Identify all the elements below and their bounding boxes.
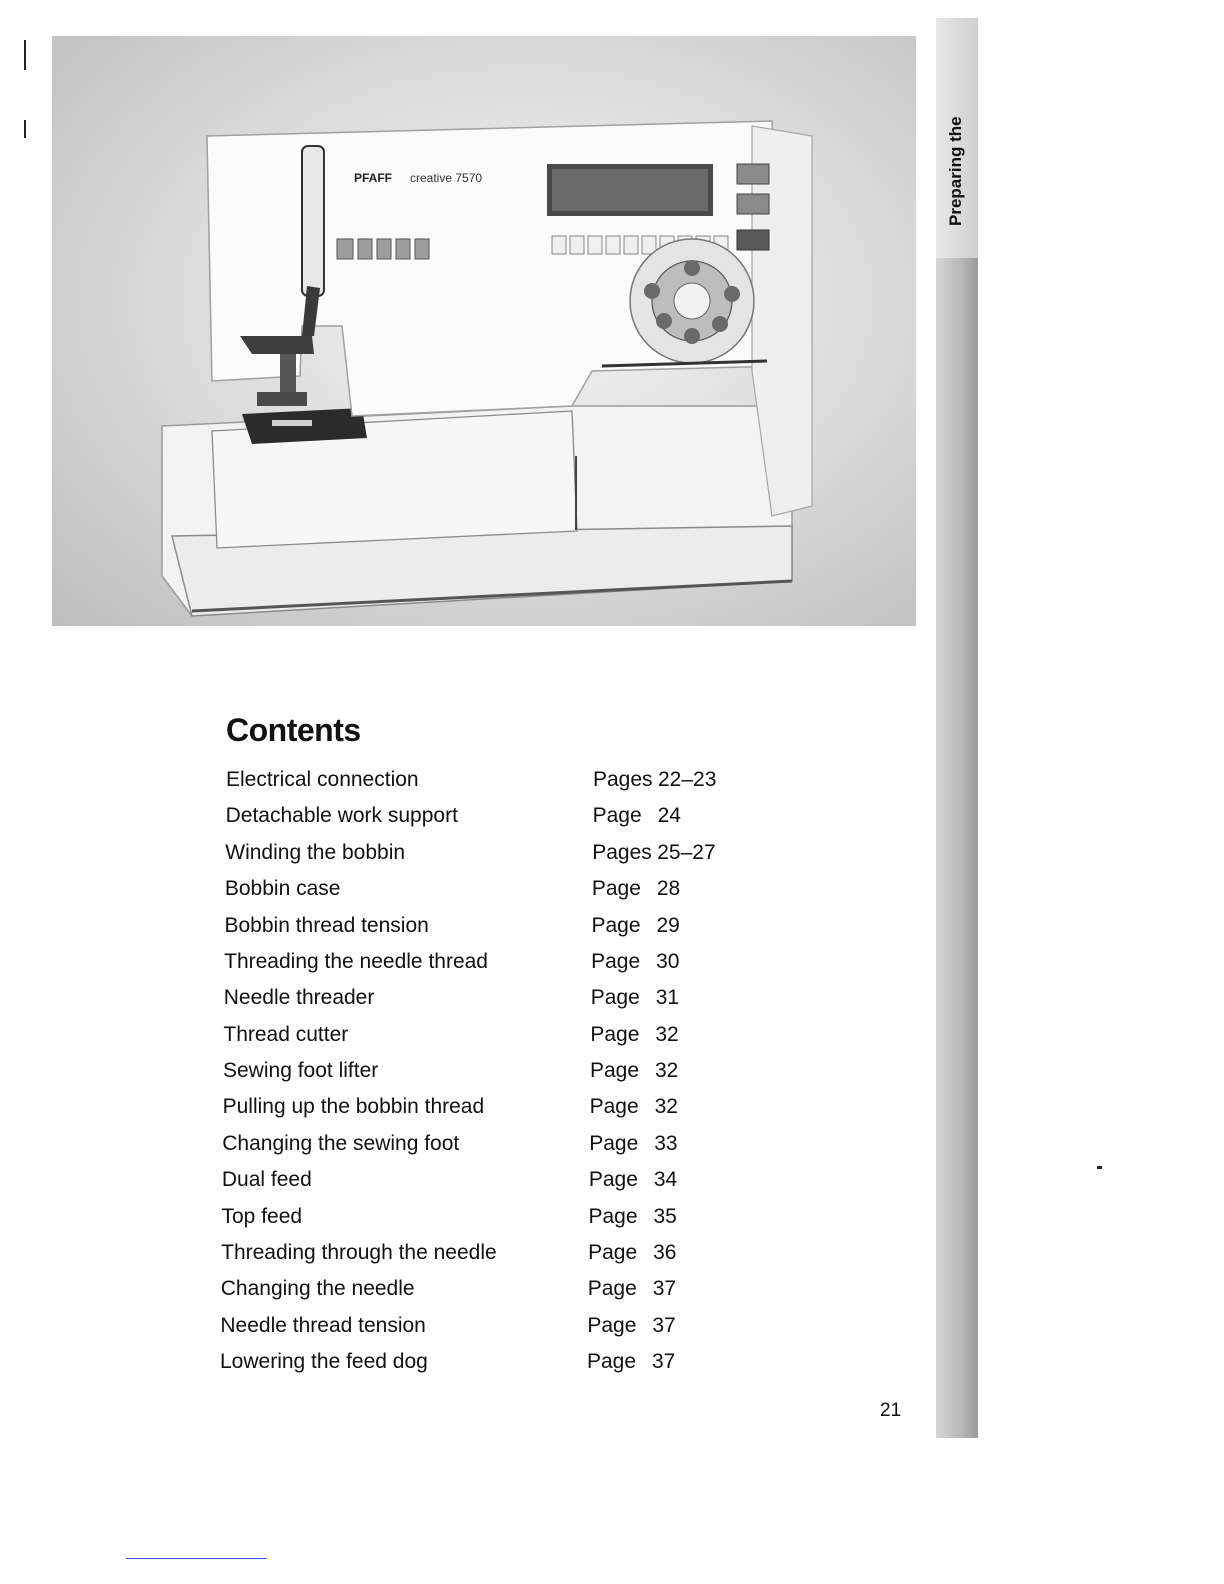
entry-title: Top feed (221, 1204, 303, 1228)
contents-heading: Contents (226, 712, 361, 748)
entry-page-word: Page (592, 804, 642, 828)
entry-title: Bobbin thread tension (224, 913, 429, 937)
contents-entry (0, 765, 800, 795)
entry-page-word: Page (590, 1022, 640, 1046)
entry-page-word: Page (588, 1168, 638, 1192)
entry-page-word: Page (591, 949, 641, 973)
entry-page-number: 32 (655, 1059, 679, 1082)
contents-entry (0, 1056, 800, 1086)
entry-page-word: Page (589, 1095, 639, 1119)
entry-title: Lowering the feed dog (220, 1350, 428, 1373)
entry-page-number: 33 (654, 1131, 678, 1155)
contents-entry (0, 1020, 800, 1050)
contents-entry (0, 1347, 800, 1377)
entry-page-word: Page (588, 1204, 638, 1228)
entry-page-number: 30 (656, 949, 680, 973)
entry-page-word: Page (587, 1350, 637, 1373)
contents-entry (0, 1129, 800, 1159)
entry-title: Dual feed (221, 1168, 312, 1192)
sewing-machine-illustration (52, 36, 916, 626)
entry-page-number: 32 (654, 1095, 678, 1119)
entry-title: Sewing foot lifter (223, 1059, 379, 1082)
entry-title: Winding the bobbin (225, 840, 406, 864)
contents-entry (0, 1092, 800, 1122)
entry-page-word: Page (589, 1131, 639, 1155)
entry-page-number: 25–27 (657, 840, 716, 864)
entry-page-word: Page (590, 986, 640, 1010)
entry-page-word: Page (587, 1277, 637, 1301)
entry-page-number: 35 (653, 1204, 677, 1228)
contents-entry (0, 874, 800, 904)
entry-title: Changing the needle (220, 1277, 415, 1301)
scan-rule-line (126, 1558, 267, 1559)
entry-page-number: 32 (655, 1022, 679, 1046)
entry-title: Needle threader (223, 986, 375, 1010)
entry-page-number: 36 (653, 1240, 677, 1264)
entry-page-number: 37 (652, 1350, 676, 1373)
entry-page-word: Pages (592, 840, 652, 864)
entry-title: Detachable work support (225, 804, 458, 828)
entry-page-number: 31 (655, 986, 680, 1010)
scan-mark (24, 40, 26, 70)
entry-title: Electrical connection (226, 768, 419, 791)
entry-title: Thread cutter (223, 1022, 349, 1046)
entry-title: Changing the sewing foot (222, 1131, 460, 1155)
sewing-machine-photo (52, 36, 916, 626)
contents-entry (0, 911, 800, 941)
contents-entry (0, 838, 800, 868)
entry-page-word: Page (590, 1059, 640, 1082)
model-label: creative 7570 (410, 171, 483, 185)
contents-entry (0, 1274, 800, 1304)
contents-entry (0, 1311, 800, 1341)
entry-page-number: 34 (653, 1168, 678, 1192)
entry-title: Pulling up the bobbin thread (222, 1095, 485, 1119)
entry-page-word: Page (587, 1313, 637, 1337)
entry-page-word: Pages (593, 768, 653, 791)
entry-page-number: 24 (657, 804, 681, 828)
entry-page-number: 22–23 (658, 768, 717, 791)
entry-page-word: Page (591, 877, 641, 901)
entry-title: Threading through the needle (221, 1240, 497, 1264)
entry-page-number: 28 (656, 877, 681, 901)
contents-entry (0, 983, 800, 1013)
entry-page-number: 37 (652, 1313, 676, 1337)
entry-title: Bobbin case (224, 877, 341, 901)
contents-entry (0, 1238, 800, 1268)
entry-page-word: Page (588, 1240, 638, 1264)
page-number: 21 (880, 1400, 902, 1421)
chapter-tab-strip (936, 18, 978, 1438)
scan-mark (1097, 1166, 1102, 1169)
contents-entry (0, 801, 800, 831)
contents-entry (0, 947, 800, 977)
entry-title: Needle thread tension (220, 1313, 426, 1337)
entry-page-number: 29 (656, 913, 680, 937)
contents-entry (0, 1165, 800, 1195)
chapter-tab-label: Preparing the (946, 116, 965, 226)
entry-title: Threading the needle thread (224, 949, 488, 973)
entry-page-word: Page (591, 913, 641, 937)
entry-page-number: 37 (652, 1277, 677, 1301)
contents-entry (0, 1202, 800, 1232)
brand-logo: PFAFF (354, 171, 392, 185)
scan-mark (24, 120, 26, 138)
